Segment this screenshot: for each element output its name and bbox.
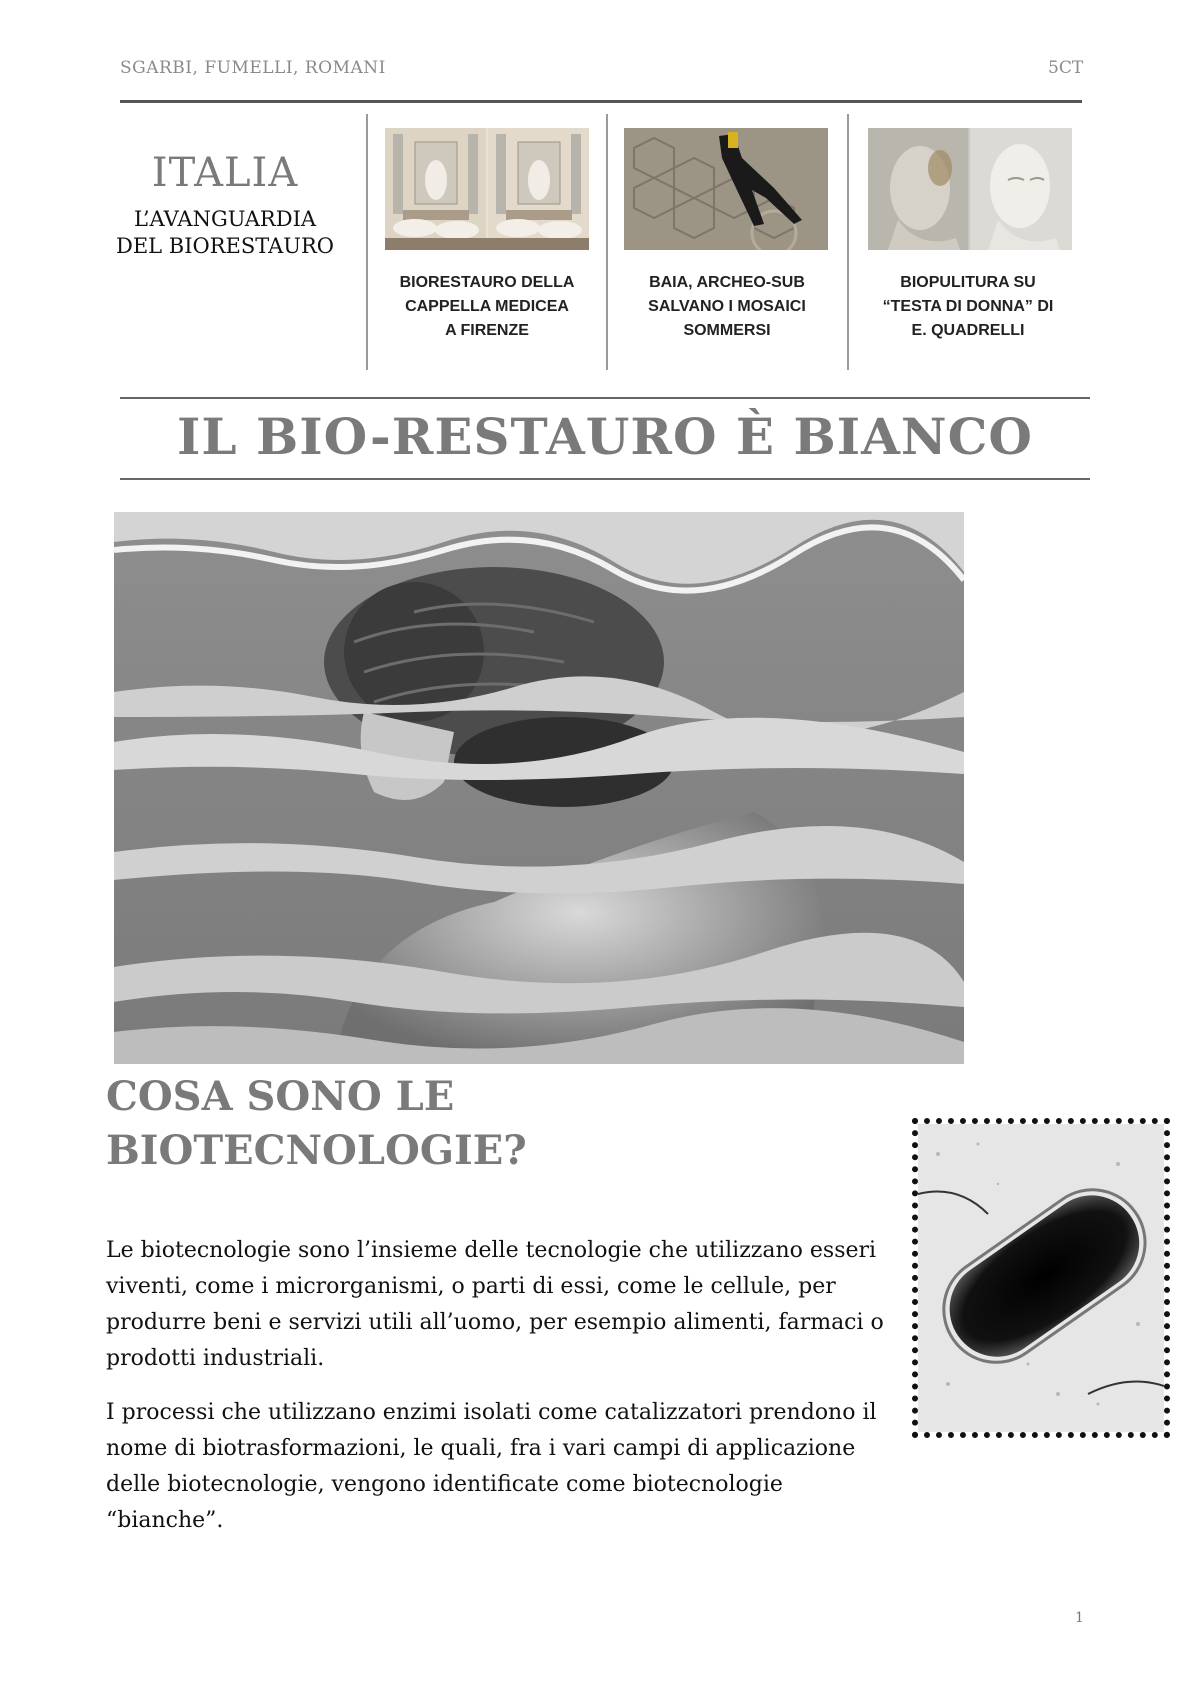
column-divider <box>847 114 849 370</box>
caption-line: “TESTA DI DONNA” DI <box>882 298 1054 315</box>
section-heading <box>106 1070 726 1178</box>
title-rule-top <box>120 397 1090 399</box>
brand-title: ITALIA <box>151 150 299 196</box>
column-divider <box>606 114 608 370</box>
main-title: IL BIO-RESTAURO È BIANCO <box>177 407 1033 466</box>
page-number: 1 <box>1075 1610 1084 1626</box>
title-rule-bottom <box>120 478 1090 480</box>
hero-image <box>114 512 964 1064</box>
chapel-sculpture-image <box>385 128 589 250</box>
paragraph: I processi che utilizzano enzimi isolati come catalizzatori prendono il nome di biotrasformazioni, le quali, fra i vari campi di applicazione delle biotecnologie, vengono identificate come biotecnologie “bianche”. <box>106 1400 877 1533</box>
caption-line: SOMMERSI <box>683 322 771 339</box>
caption-line: BAIA, ARCHEO-SUB <box>649 274 805 291</box>
brand-subtitle <box>90 206 360 260</box>
header-rule <box>120 100 1082 103</box>
section-heading-line1: COSA SONO LE <box>106 1073 455 1120</box>
feature-caption-baia[interactable] <box>617 271 837 343</box>
feature-thumbnail-cappella-medicea[interactable] <box>385 128 589 250</box>
caption-line: A FIRENZE <box>445 322 529 339</box>
caption-line: E. QUADRELLI <box>911 322 1025 339</box>
bacterium-micrograph <box>912 1118 1170 1438</box>
paragraph: Le biotecnologie sono l’insieme delle tecnologie che utilizzano esseri viventi, come i microrganismi, o parti di essi, come le cellule, per produrre beni e servizi utili all’uomo, per esempio alimenti, farmaci o prodotti industriali. <box>106 1238 884 1371</box>
brand-subtitle-line1: L’AVANGUARDIA <box>133 207 317 231</box>
body-text <box>106 1233 896 1557</box>
caption-line: CAPPELLA MEDICEA <box>405 298 569 315</box>
running-header-class: 5CT <box>1048 58 1084 78</box>
brand-block <box>90 150 360 260</box>
caption-line: BIOPULITURA SU <box>900 274 1036 291</box>
feature-thumbnail-baia[interactable] <box>624 128 828 250</box>
marble-head-sculpture-image <box>868 128 1072 250</box>
statue-torn-paper-collage-image <box>114 512 964 1064</box>
feature-caption-cappella-medicea[interactable] <box>377 271 597 343</box>
brand-subtitle-line2: DEL BIORESTAURO <box>115 234 334 258</box>
running-header-authors: SGARBI, FUMELLI, ROMANI <box>120 58 386 78</box>
section-heading-line2: BIOTECNOLOGIE? <box>106 1127 527 1174</box>
feature-thumbnail-testa-di-donna[interactable] <box>868 128 1072 250</box>
caption-line: BIORESTAURO DELLA <box>399 274 575 291</box>
underwater-mosaic-diver-image <box>624 128 828 250</box>
column-divider <box>366 114 368 370</box>
caption-line: SALVANO I MOSAICI <box>648 298 806 315</box>
feature-caption-testa-di-donna[interactable] <box>858 271 1078 343</box>
bacterium-micrograph-image <box>918 1124 1164 1432</box>
